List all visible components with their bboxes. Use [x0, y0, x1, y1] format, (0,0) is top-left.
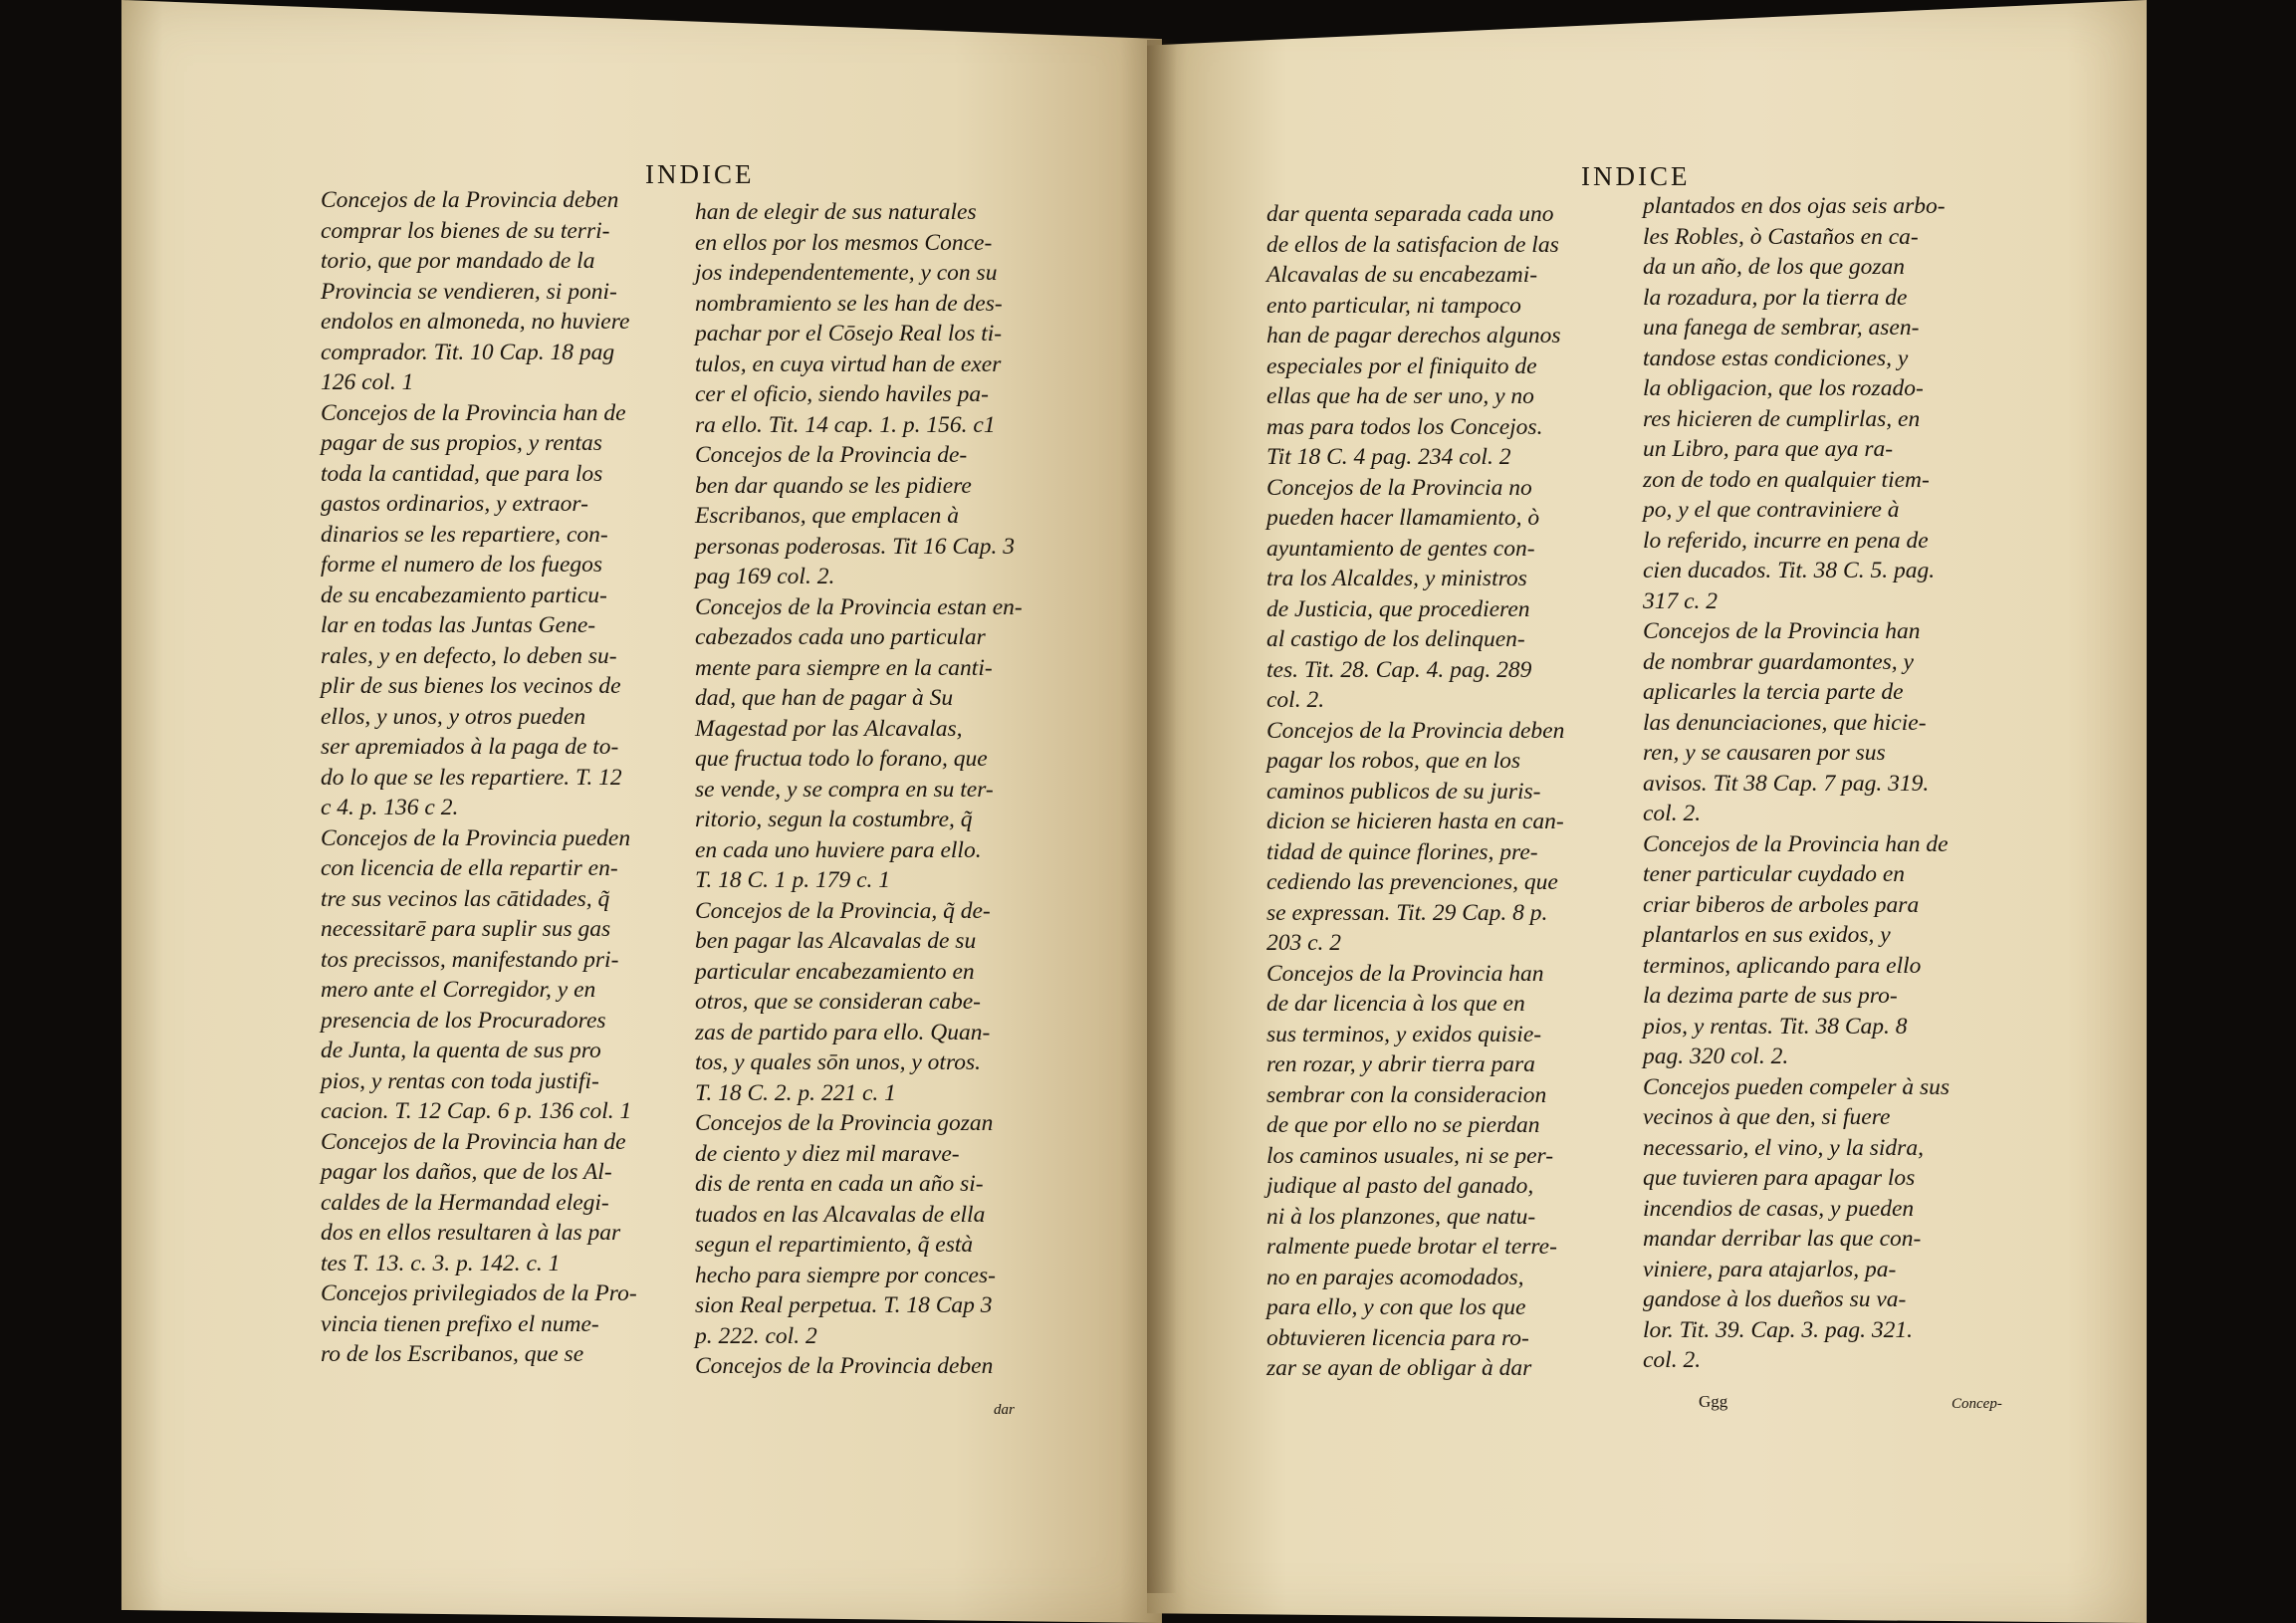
entry-line: para ello, y con que los que: [1266, 1294, 1526, 1320]
entry-line: de que por ello no se pierdan: [1266, 1112, 1540, 1138]
entry-line: res hicieren de cumplirlas, en: [1643, 405, 1921, 432]
entry-line: avisos. Tit 38 Cap. 7 pag. 319.: [1643, 770, 1930, 797]
entry-line: de dar licencia à los que en: [1266, 991, 1525, 1017]
entry-line: ben dar quando se les pidiere: [695, 472, 972, 499]
right-page-catchword: Concep-: [1952, 1396, 2002, 1412]
entry-line: Magestad por las Alcavalas,: [695, 715, 963, 742]
entry-line: gastos ordinarios, y extraor-: [321, 491, 588, 517]
entry-line: ren rozar, y abrir tierra para: [1266, 1051, 1535, 1077]
entry-line: zon de todo en qualquier tiem-: [1643, 466, 1930, 493]
entry-line: toda la cantidad, que para los: [321, 460, 603, 487]
entry-line: Escribanos, que emplacen à: [695, 503, 959, 529]
entry-line: de ciento y diez mil marave-: [695, 1140, 960, 1167]
index-entry: [1643, 616, 2017, 829]
entry-line: mas para todos los Concejos.: [1266, 413, 1543, 440]
entry-line: necessario, el vino, y la sidra,: [1643, 1134, 1924, 1161]
entry-line: particular encabezamiento en: [695, 958, 975, 985]
entry-line: plir de sus bienes los vecinos de: [321, 673, 621, 699]
entry-line: presencia de los Procuradores: [321, 1007, 606, 1034]
entry-line: la dezima parte de sus pro-: [1643, 983, 1898, 1009]
entry-line: Concejos pueden compeler à sus: [1643, 1073, 1951, 1100]
index-entry: [695, 1351, 1071, 1382]
entry-line: cediendo las prevenciones, que: [1266, 869, 1558, 895]
left-page-header: INDICE: [645, 159, 755, 189]
entry-line: Concejos de la Provincia han de: [321, 1128, 626, 1155]
entry-line: Concejos de la Provincia deben: [321, 187, 619, 213]
right-page-column-1: [1266, 199, 1635, 1384]
index-entry: [321, 398, 689, 823]
entry-line: Concejos de la Provincia pueden: [321, 824, 631, 851]
entry-line: 317 c. 2: [1643, 587, 1719, 614]
entry-line: de nombrar guardamontes, y: [1643, 648, 1914, 675]
entry-line: de su encabezamiento particu-: [321, 581, 607, 608]
index-entry: [695, 197, 1071, 440]
index-entry: [1643, 1072, 2017, 1376]
entry-line: ralmente puede brotar el terre-: [1266, 1234, 1557, 1260]
entry-line: Concejos de la Provincia estan en-: [695, 593, 1023, 620]
left-page-column-1: [321, 185, 689, 1370]
entry-line: pagar los robos, que en los: [1266, 748, 1521, 774]
index-entry: [321, 823, 689, 1127]
entry-line: sus terminos, y exidos quisie-: [1266, 1021, 1542, 1047]
entry-line: judique al pasto del ganado,: [1266, 1173, 1534, 1199]
entry-line: col. 2.: [1643, 1347, 1702, 1373]
entry-line: ni à los planzones, que natu-: [1266, 1203, 1536, 1230]
entry-line: Concejos de la Provincia no: [1266, 474, 1532, 501]
entry-line: 126 col. 1: [321, 369, 414, 395]
entry-line: aplicarles la tercia parte de: [1643, 679, 1904, 705]
entry-line: Concejos de la Provincia han de: [1643, 830, 1949, 857]
entry-line: jos independentemente, y con su: [695, 260, 998, 286]
right-page-column-2: [1643, 191, 2017, 1376]
entry-line: especiales por el finiquito de: [1266, 352, 1537, 379]
entry-line: al castigo de los delinquen-: [1266, 626, 1525, 652]
entry-line: pios, y rentas. Tit. 38 Cap. 8: [1643, 1013, 1908, 1040]
entry-line: Tit 18 C. 4 pag. 234 col. 2: [1266, 444, 1511, 470]
right-page-header: INDICE: [1581, 161, 1691, 191]
entry-line: otros, que se consideran cabe-: [695, 989, 981, 1015]
index-entry: [1643, 191, 2017, 616]
entry-line: caminos publicos de su juris-: [1266, 778, 1541, 805]
entry-line: de Junta, la quenta de sus pro: [321, 1038, 601, 1063]
entry-line: dis de renta en cada un año si-: [695, 1171, 984, 1197]
entry-line: obtuvieren licencia para ro-: [1266, 1324, 1529, 1351]
entry-line: Concejos de la Provincia han: [1266, 960, 1544, 987]
left-page-catchword: dar: [994, 1402, 1015, 1418]
entry-line: que tuvieren para apagar los: [1643, 1165, 1916, 1191]
index-entry: [695, 1108, 1071, 1351]
entry-line: Concejos de la Provincia han: [1643, 618, 1921, 644]
entry-line: lor. Tit. 39. Cap. 3. pag. 321.: [1643, 1316, 1913, 1343]
entry-line: sion Real perpetua. T. 18 Cap 3: [695, 1292, 993, 1318]
left-page-column-2: [695, 197, 1071, 1382]
entry-line: de ellos de la satisfacion de las: [1266, 231, 1559, 258]
entry-line: cien ducados. Tit. 38 C. 5. pag.: [1643, 558, 1936, 583]
entry-line: mente para siempre en la canti-: [695, 654, 993, 681]
entry-line: tos precissos, manifestando pri-: [321, 946, 619, 973]
entry-line: Concejos de la Provincia deben: [1266, 717, 1565, 744]
index-entry: [1266, 716, 1635, 959]
entry-line: pag 169 col. 2.: [695, 564, 835, 589]
entry-line: tidad de quince florines, pre-: [1266, 838, 1538, 865]
entry-line: caldes de la Hermandad elegi-: [321, 1189, 609, 1216]
entry-line: 203 c. 2: [1266, 930, 1342, 956]
entry-line: ben pagar las Alcavalas de su: [695, 928, 977, 954]
right-page-signature: Ggg: [1699, 1392, 1728, 1411]
entry-line: col. 2.: [1643, 801, 1702, 826]
entry-line: mero ante el Corregidor, y en: [321, 977, 596, 1003]
entry-line: ritorio, segun la costumbre, q̃: [695, 807, 973, 832]
entry-line: tes. Tit. 28. Cap. 4. pag. 289: [1266, 656, 1532, 683]
entry-line: no en parajes acomodados,: [1266, 1264, 1524, 1290]
entry-line: la obligacion, que los rozado-: [1643, 375, 1924, 401]
entry-line: rales, y en defecto, lo deben su-: [321, 642, 617, 669]
entry-line: dicion se hicieren hasta en can-: [1266, 809, 1564, 834]
entry-line: la rozadura, por la tierra de: [1643, 284, 1908, 311]
entry-line: sembrar con la consideracion: [1266, 1081, 1547, 1108]
entry-line: hecho para siempre por conces-: [695, 1262, 996, 1288]
entry-line: incendios de casas, y pueden: [1643, 1195, 1915, 1222]
entry-line: pueden hacer llamamiento, ò: [1266, 505, 1540, 531]
entry-line: T. 18 C. 2. p. 221 c. 1: [695, 1079, 896, 1106]
entry-line: tulos, en cuya virtud han de exer: [695, 350, 1002, 377]
entry-line: forme el numero de los fuegos: [321, 552, 603, 578]
entry-line: personas poderosas. Tit 16 Cap. 3: [695, 533, 1015, 560]
entry-line: tes T. 13. c. 3. p. 142. c. 1: [321, 1250, 561, 1276]
index-entry: [695, 896, 1071, 1109]
entry-line: que fructua todo lo forano, que: [695, 746, 988, 772]
entry-line: Concejos privilegiados de la Pro-: [321, 1280, 637, 1306]
entry-line: Concejos de la Provincia han de: [321, 399, 626, 426]
entry-line: endolos en almoneda, no huviere: [321, 309, 630, 335]
index-entry: [321, 1127, 689, 1279]
entry-line: T. 18 C. 1 p. 179 c. 1: [695, 867, 891, 893]
entry-line: tuados en las Alcavalas de ella: [695, 1201, 986, 1228]
index-entry: [695, 592, 1071, 896]
entry-line: los caminos usuales, ni se per-: [1266, 1142, 1554, 1169]
book-gutter: [1147, 40, 1177, 1593]
entry-line: comprar los bienes de su terri-: [321, 217, 610, 244]
entry-line: torio, que por mandado de la: [321, 248, 595, 274]
entry-line: Provincia se vendieren, si poni-: [321, 278, 617, 305]
entry-line: p. 222. col. 2: [695, 1322, 817, 1349]
entry-line: plantarlos en sus exidos, y: [1643, 922, 1891, 948]
entry-line: gandose à los dueños su va-: [1643, 1286, 1907, 1312]
entry-line: han de pagar derechos algunos: [1266, 323, 1561, 348]
entry-line: Concejos de la Provincia, q̃ de-: [695, 897, 991, 924]
entry-line: lo referido, incurre en pena de: [1643, 527, 1929, 554]
entry-line: en ellos por los mesmos Conce-: [695, 229, 993, 256]
entry-line: terminos, aplicando para ello: [1643, 952, 1922, 979]
entry-line: han de elegir de sus naturales: [695, 199, 977, 225]
entry-line: mandar derribar las que con-: [1643, 1226, 1922, 1252]
entry-line: col. 2.: [1266, 687, 1325, 713]
entry-line: pag. 320 col. 2.: [1643, 1043, 1789, 1069]
entry-line: dos en ellos resultaren à las par: [321, 1220, 621, 1246]
entry-line: do lo que se les repartiere. T. 12: [321, 764, 622, 791]
entry-line: cer el oficio, siendo haviles pa-: [695, 381, 989, 407]
entry-line: comprador. Tit. 10 Cap. 18 pag: [321, 339, 615, 365]
entry-line: da un año, de los que gozan: [1643, 254, 1906, 280]
entry-line: dinarios se les repartiere, con-: [321, 521, 608, 548]
entry-line: vecinos à que den, si fuere: [1643, 1104, 1891, 1130]
entry-line: ellos, y unos, y otros pueden: [321, 703, 586, 730]
entry-line: pios, y rentas con toda justifi-: [321, 1067, 599, 1094]
entry-line: tandose estas condiciones, y: [1643, 345, 1909, 371]
entry-line: Concejos de la Provincia deben: [695, 1353, 994, 1379]
entry-line: ellas que ha de ser uno, y no: [1266, 383, 1534, 409]
entry-line: ren, y se causaren por sus: [1643, 740, 1886, 766]
entry-line: se expressan. Tit. 29 Cap. 8 p.: [1266, 899, 1548, 926]
index-entry: [1643, 829, 2017, 1072]
entry-line: en cada uno huviere para ello.: [695, 836, 982, 863]
entry-line: lar en todas las Juntas Gene-: [321, 612, 596, 638]
entry-line: pagar los daños, que de los Al-: [321, 1159, 612, 1185]
entry-line: Concejos de la Provincia de-: [695, 442, 968, 468]
entry-line: cacion. T. 12 Cap. 6 p. 136 col. 1: [321, 1098, 632, 1124]
entry-line: zar se ayan de obligar à dar: [1266, 1355, 1532, 1381]
entry-line: ro de los Escribanos, que se: [321, 1341, 584, 1367]
entry-line: les Robles, ò Castaños en ca-: [1643, 223, 1919, 250]
index-entry: [1266, 199, 1635, 473]
entry-line: ra ello. Tit. 14 cap. 1. p. 156. c1: [695, 411, 996, 438]
entry-line: pagar de sus propios, y rentas: [321, 430, 602, 456]
entry-line: con licencia de ella repartir en-: [321, 855, 618, 881]
entry-line: segun el repartimiento, q̃ està: [695, 1232, 974, 1258]
entry-line: dad, que han de pagar à Su: [695, 685, 954, 711]
entry-line: un Libro, para que aya ra-: [1643, 436, 1894, 462]
entry-line: zas de partido para ello. Quan-: [695, 1019, 991, 1045]
entry-line: nombramiento se les han de des-: [695, 290, 1003, 317]
entry-line: po, y el que contraviniere à: [1643, 497, 1900, 523]
entry-line: pachar por el Cōsejo Real los ti-: [695, 321, 1003, 347]
index-entry: [1266, 473, 1635, 716]
entry-line: ento particular, ni tampoco: [1266, 292, 1521, 319]
entry-line: ser apremiados à la paga de to-: [321, 734, 619, 760]
entry-line: tre sus vecinos las cātidades, q̃: [321, 885, 610, 912]
index-entry: [321, 1278, 689, 1370]
entry-line: tener particular cuydado en: [1643, 861, 1906, 887]
entry-line: Alcavalas de su encabezami-: [1266, 262, 1538, 288]
entry-line: dar quenta separada cada uno: [1266, 201, 1554, 227]
entry-line: viniere, para atajarlos, pa-: [1643, 1256, 1897, 1282]
entry-line: una fanega de sembrar, asen-: [1643, 315, 1920, 341]
entry-line: criar biberos de arboles para: [1643, 891, 1920, 918]
index-entry: [321, 185, 689, 398]
entry-line: tos, y quales sōn unos, y otros.: [695, 1049, 982, 1075]
entry-line: ayuntamiento de gentes con-: [1266, 535, 1535, 562]
entry-line: c 4. p. 136 c 2.: [321, 795, 459, 820]
entry-line: necessitarē para suplir sus gas: [321, 916, 611, 942]
entry-line: vincia tienen prefixo el nume-: [321, 1310, 599, 1337]
entry-line: tra los Alcaldes, y ministros: [1266, 566, 1527, 591]
index-entry: [1266, 959, 1635, 1384]
entry-line: las denunciaciones, que hicie-: [1643, 709, 1927, 736]
entry-line: se vende, y se compra en su ter-: [695, 776, 994, 803]
entry-line: plantados en dos ojas seis arbo-: [1643, 193, 1946, 219]
index-entry: [695, 440, 1071, 592]
entry-line: Concejos de la Provincia gozan: [695, 1110, 994, 1136]
entry-line: de Justicia, que procedieren: [1266, 595, 1530, 622]
entry-line: cabezados cada uno particular: [695, 624, 986, 650]
